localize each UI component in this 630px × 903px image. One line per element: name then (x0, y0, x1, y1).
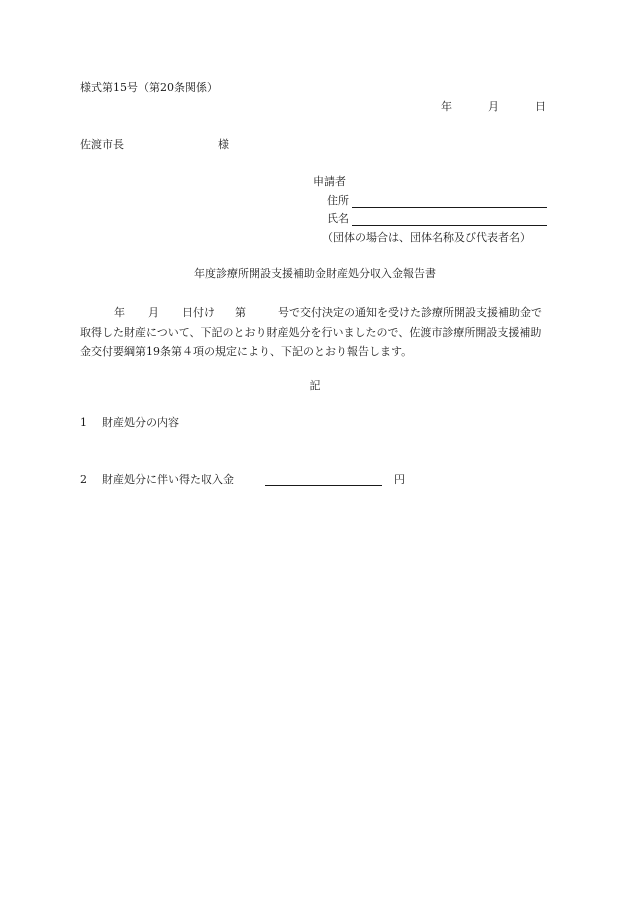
body-rest: 号で交付決定の通知を受けた診療所開設支援補助金で取得した財産について、下記のとおり財産処分を行いましたので、佐渡市診療所開設支援補助金交付要綱第19条第４項の規定により、下記のとおり報告します。 (80, 306, 542, 358)
item-2 (80, 473, 234, 487)
mayor-label: 佐渡市長 (80, 138, 124, 151)
honorific-label: 様 (218, 138, 229, 151)
body-paragraph (80, 303, 550, 362)
item-1 (80, 416, 179, 430)
address-label: 住所 (327, 194, 349, 207)
organization-note: （団体の場合は、団体名称及び代表者名） (322, 231, 531, 244)
amount-underline[interactable] (265, 485, 382, 486)
date-year-label: 年 (441, 100, 452, 113)
addressee (80, 138, 229, 152)
address-field[interactable] (327, 194, 547, 208)
item-2-number: 2 (80, 473, 87, 486)
document-title: 年度診療所開設支援補助金財産処分収入金報告書 (194, 267, 436, 280)
name-underline (352, 225, 547, 226)
ki-heading: 記 (309, 379, 321, 392)
item-1-number: 1 (80, 416, 87, 429)
form-number: 様式第15号（第20条関係） (80, 81, 218, 94)
body-number-prefix: 第 (235, 306, 246, 319)
item-1-label: 財産処分の内容 (102, 416, 179, 429)
applicant-title: 申請者 (313, 175, 346, 188)
address-underline (352, 207, 547, 208)
body-year: 年 (114, 306, 125, 319)
name-field[interactable] (327, 212, 547, 226)
yen-unit: 円 (394, 473, 405, 486)
date-month-label: 月 (488, 100, 499, 113)
body-month: 月 (148, 306, 159, 319)
body-day-ref: 日付け (182, 306, 215, 319)
name-label: 氏名 (327, 212, 349, 225)
item-2-label: 財産処分に伴い得た収入金 (102, 473, 234, 486)
date-day-label: 日 (535, 100, 546, 113)
